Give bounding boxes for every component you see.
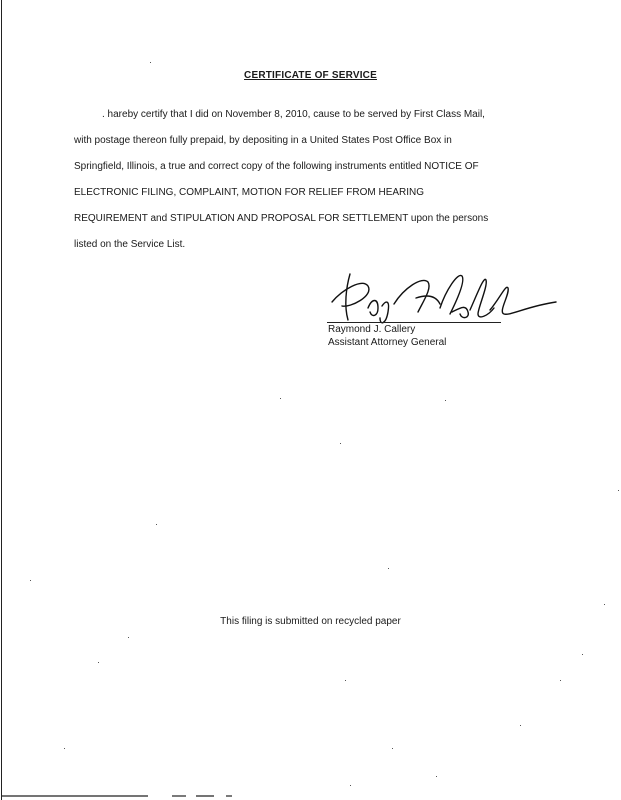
signer-name: Raymond J. Callery: [328, 324, 416, 335]
body-line: . hareby certify that I did on November 8, 2010, cause to be served by First Class Mail,: [102, 109, 485, 120]
scan-speck: [128, 637, 129, 638]
handwritten-signature: [328, 268, 558, 328]
document-title: CERTIFICATE OF SERVICE: [244, 70, 377, 81]
body-line: Springfield, Illinois, a true and correct copy of the following instruments entitled NOTICE OF: [74, 161, 479, 172]
scan-speck: [436, 776, 437, 777]
scan-bottom-marks: [0, 795, 240, 797]
recycled-paper-note: This filing is submitted on recycled paper: [220, 616, 401, 627]
scan-speck: [560, 680, 561, 681]
scan-speck: [150, 62, 151, 63]
certificate-body: [74, 102, 544, 258]
scan-speck: [582, 654, 583, 655]
body-line: REQUIREMENT and STIPULATION AND PROPOSAL FOR SETTLEMENT upon the persons: [74, 213, 489, 224]
scan-speck: [604, 604, 605, 605]
scan-speck: [98, 662, 99, 663]
scan-speck: [340, 443, 341, 444]
signature-line: [327, 322, 501, 323]
scan-speck: [156, 524, 157, 525]
scan-speck: [350, 785, 351, 786]
scan-speck: [64, 748, 65, 749]
signer-title: Assistant Attorney General: [328, 337, 447, 348]
body-line: listed on the Service List.: [74, 239, 186, 250]
scan-speck: [345, 680, 346, 681]
scan-speck: [392, 748, 393, 749]
body-line: ELECTRONIC FILING, COMPLAINT, MOTION FOR RELIEF FROM HEARING: [74, 187, 425, 198]
body-line: with postage thereon fully prepaid, by depositing in a United States Post Office Box in: [74, 135, 452, 146]
scan-speck: [445, 400, 446, 401]
scan-speck: [520, 725, 521, 726]
scan-speck: [618, 490, 619, 491]
scan-speck: [280, 398, 281, 399]
scan-speck: [30, 580, 31, 581]
scan-speck: [388, 568, 389, 569]
scan-edge-line: [1, 0, 2, 800]
